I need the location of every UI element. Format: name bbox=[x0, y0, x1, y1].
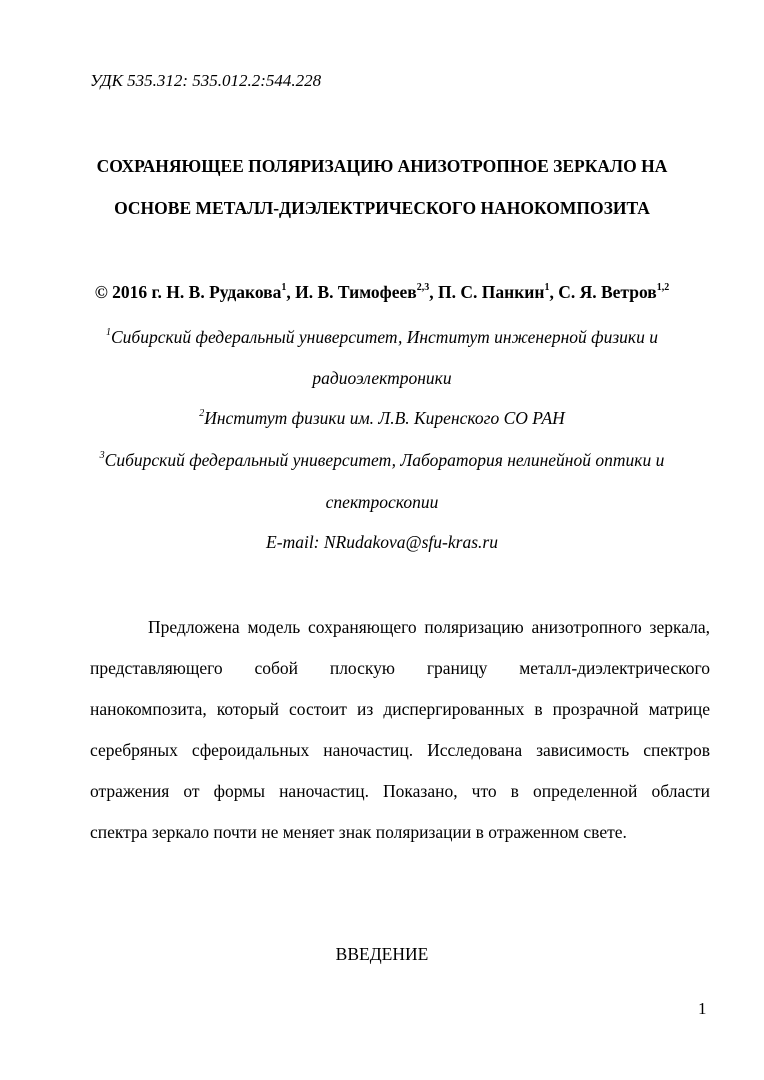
author-name: П. С. Панкин bbox=[438, 282, 545, 302]
affiliation-3-continued: спектроскопии bbox=[325, 492, 439, 512]
abstract-line: Предложена модель сохраняющего поляризацию анизотропного зеркала, bbox=[148, 617, 710, 637]
author-name: Н. В. Рудакова bbox=[166, 282, 282, 302]
authors-line bbox=[40, 282, 724, 303]
author-name: С. Я. Ветров bbox=[558, 282, 657, 302]
contact-email: E-mail: NRudakova@sfu-kras.ru bbox=[266, 532, 498, 552]
affiliation-mark: 3 bbox=[99, 450, 105, 461]
author-affiliation-mark: 1 bbox=[544, 282, 550, 293]
affiliation-mark: 2 bbox=[199, 408, 205, 419]
abstract-line: отражения от формы наночастиц. Показано, что в определенной области bbox=[90, 781, 710, 801]
affiliation-mark: 1 bbox=[106, 327, 111, 338]
abstract-line: нанокомпозита, который состоит из диспергированных в прозрачной матрице bbox=[90, 699, 710, 719]
author-separator: , bbox=[429, 282, 439, 302]
affiliation-text: Сибирский федеральный университет, Институт инженерной физики и bbox=[111, 327, 658, 347]
affiliation-text: Сибирский федеральный университет, Лаборатория нелинейной оптики и bbox=[104, 450, 665, 470]
author-affiliation-mark: 1 bbox=[281, 282, 287, 293]
author-affiliation-mark: 2,3 bbox=[416, 282, 430, 293]
author-separator: , bbox=[286, 282, 296, 302]
author-affiliation-mark: 1,2 bbox=[656, 282, 670, 293]
udk-code: УДК 535.312: 535.012.2:544.228 bbox=[90, 71, 322, 90]
abstract-line: представляющего собой плоскую границу металл-диэлектрического bbox=[90, 658, 710, 678]
affiliation-text: Институт физики им. Л.В. Киренского СО РАН bbox=[204, 408, 565, 428]
page-number: 1 bbox=[698, 999, 707, 1018]
affiliation-1-continued: радиоэлектроники bbox=[312, 368, 452, 388]
abstract-line: спектра зеркало почти не меняет знак поляризации в отраженном свете. bbox=[90, 822, 627, 842]
copyright-year: © 2016 г. bbox=[94, 282, 167, 302]
affiliation-2 bbox=[40, 408, 724, 429]
affiliation-1 bbox=[40, 327, 724, 348]
author-separator: , bbox=[549, 282, 559, 302]
paper-title-line-2: ОСНОВЕ МЕТАЛЛ-ДИЭЛЕКТРИЧЕСКОГО НАНОКОМПОЗИТА bbox=[114, 198, 650, 218]
abstract-line: серебряных сфероидальных наночастиц. Исследована зависимость спектров bbox=[90, 740, 710, 760]
section-heading: ВВЕДЕНИЕ bbox=[335, 944, 429, 964]
author-name: И. В. Тимофеев bbox=[295, 282, 417, 302]
paper-title-line-1: СОХРАНЯЮЩЕЕ ПОЛЯРИЗАЦИЮ АНИЗОТРОПНОЕ ЗЕРКАЛО НА bbox=[96, 156, 668, 176]
affiliation-3 bbox=[40, 450, 724, 471]
